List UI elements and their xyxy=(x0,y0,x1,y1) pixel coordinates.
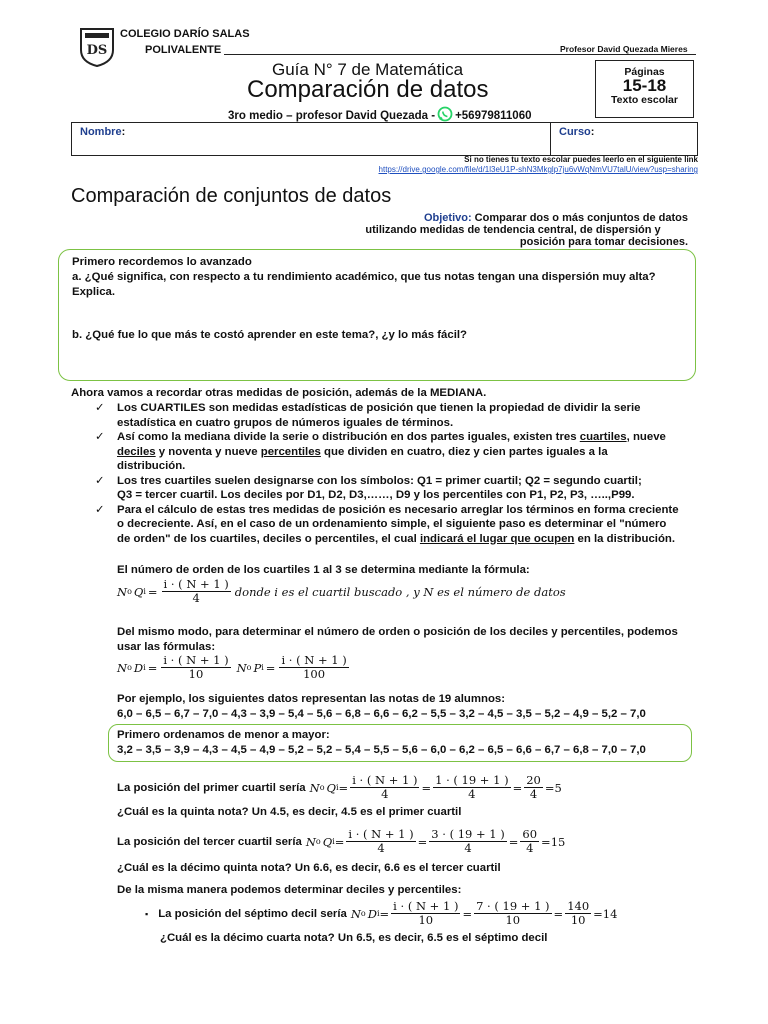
guide-title: Guía N° 7 de Matemática xyxy=(272,60,464,79)
section-title: Comparación de conjuntos de datos xyxy=(71,185,392,207)
question-b: b. ¿Qué fue lo que más te costó aprender en este tema?, ¿y lo más fácil? xyxy=(72,329,467,341)
sorted-box xyxy=(108,724,692,762)
pages-box xyxy=(595,60,694,118)
example-data: 6,0 – 6,5 – 6,7 – 7,0 – 4,3 – 3,9 – 5,4 – 5,6 – 6,8 – 6,6 – 6,2 – 5,5 – 3,2 – 4,5 – 3,5 – 5,2 – 4,9 – 5,2 – 7,0 xyxy=(117,708,646,720)
formula-dp-intro: Del mismo modo, para determinar el número de orden o posición de los deciles y percentiles, podemos usar las fórmulas: xyxy=(117,626,678,653)
formula-description: donde i es el cuartil buscado , y N es el número de datos xyxy=(234,584,566,599)
list-item: ✓ Así como la mediana divide la serie o distribución en dos partes iguales, existen tres cuartiles, nueve deciles y noventa y nueve percentiles que dividen en cuatro, diez y cien partes iguales a la distribución. xyxy=(95,431,666,472)
school-name: COLEGIO DARÍO SALAS xyxy=(120,28,250,40)
q1-formula: N o Q i = $\frac{i \cdot ( N + 1 )}{4}$ = $\frac{1 \cdot ( 19 + 1 )}{4}$ = $\frac{20}{4}$ = 5 xyxy=(309,773,562,801)
student-form xyxy=(71,122,698,156)
pages-value: 15-18 xyxy=(622,76,667,95)
review-title: Primero recordemos lo avanzado xyxy=(72,256,252,268)
square-bullet-icon: ▪ xyxy=(145,908,149,919)
school-sub: POLIVALENTE xyxy=(145,44,222,56)
check-icon: ✓ xyxy=(95,431,105,443)
name-field[interactable]: Nombre: xyxy=(72,123,551,155)
intro-text: Ahora vamos a recordar otras medidas de posición, además de la MEDIANA. xyxy=(71,387,487,399)
objective-label: Objetivo: xyxy=(423,212,472,224)
sorted-data: 3,2 – 3,5 – 3,9 – 4,3 – 4,5 – 4,9 – 5,2 – 5,2 – 5,4 – 5,5 – 5,6 – 6,0 – 6,2 – 6,5 – 6,6 – 6,7 – 6,8 – 7,0 – 7,0 xyxy=(117,744,646,756)
school-logo xyxy=(78,26,116,68)
drive-link[interactable]: https://drive.google.com/file/d/1l3eU1P-shN3Mkglp7ju6vWqNmVU7talU/view?usp=sharing xyxy=(378,165,698,174)
pages-label: Páginas xyxy=(624,66,665,78)
name-label: Nombre xyxy=(80,126,122,138)
review-box xyxy=(58,249,696,381)
course-label: Curso xyxy=(559,126,591,138)
q3-answer: ¿Cuál es la décimo quinta nota? Un 6.6, es decir, 6.6 es el tercer cuartil xyxy=(117,862,501,874)
d7-label: La posición del séptimo decil sería xyxy=(158,907,347,920)
q1-row xyxy=(117,774,562,801)
formula-decile-percentile: N o D i = $\frac{i \cdot ( N + 1 )}{10}$ N o P i = $\frac{i \cdot ( N + 1 )}{100}$ xyxy=(117,653,347,681)
check-icon: ✓ xyxy=(95,402,105,414)
formula-quartile: N o Q i = $\frac{i \cdot ( N + 1 )}{4}$ donde i es el cuartil buscado , y N es el número de datos xyxy=(117,577,566,605)
main-title: Comparación de datos xyxy=(247,76,489,103)
link-note: Si no tienes tu texto escolar puedes leerlo en el siguiente link xyxy=(464,155,698,164)
q3-formula: N o Q i = $\frac{i \cdot ( N + 1 )}{4}$ = $\frac{3 \cdot ( 19 + 1 )}{4}$ = $\frac{60}{4}$ = 15 xyxy=(305,827,566,855)
list-item: ✓ Los tres cuartiles suelen designarse con los símbolos: Q1 = primer cuartil; Q2 = segundo cuartil; Q3 = tercer cuartil. Los deciles por D1, D2, D3,……, D9 y los percentiles con P1, P2, P3, …..,P99. xyxy=(95,474,642,501)
formula-q-intro: El número de orden de los cuartiles 1 al 3 se determina mediante la fórmula: xyxy=(117,564,530,576)
d7-formula: N o D i = $\frac{i \cdot ( N + 1 )}{10}$ = $\frac{7 \cdot ( 19 + 1 )}{10}$ = $\frac{140}{10}$ = 14 xyxy=(350,899,618,927)
question-a: a. ¿Qué significa, con respecto a tu rendimiento académico, que tus notas tengan una dispersión muy alta? Explica. xyxy=(72,271,656,298)
pages-sub: Texto escolar xyxy=(611,94,678,106)
list-item: ✓ Los CUARTILES son medidas estadísticas de posición que tienen la propiedad de dividir la serie estadística en cuatro grupos de números iguales de términos. xyxy=(95,402,641,429)
q1-answer: ¿Cuál es la quinta nota? Un 4.5, es decir, 4.5 es el primer cuartil xyxy=(117,806,462,818)
svg-text:DS: DS xyxy=(86,43,108,58)
check-icon: ✓ xyxy=(95,474,105,487)
bullet-list xyxy=(71,401,711,546)
phone-number: +56979811060 xyxy=(455,109,532,122)
subtitle-text: 3ro medio – profesor David Quezada - xyxy=(228,109,436,122)
q1-label: La posición del primer cuartil sería xyxy=(117,781,306,794)
sorted-title: Primero ordenamos de menor a mayor: xyxy=(117,729,330,741)
d7-row xyxy=(145,900,617,927)
professor-name: Profesor David Quezada Mieres xyxy=(560,44,688,54)
objective: Objetivo: Comparar dos o más conjuntos de datos utilizando medidas de tendencia central, de dispersión y posición para tomar decisiones. xyxy=(365,212,688,248)
check-icon: ✓ xyxy=(95,503,105,516)
d7-intro: De la misma manera podemos determinar deciles y percentiles: xyxy=(117,884,462,896)
course-field[interactable]: Curso: xyxy=(559,126,595,138)
q3-label: La posición del tercer cuartil sería xyxy=(117,835,302,848)
list-item: ✓ Para el cálculo de estas tres medidas de posición es necesario arreglar los términos en forma creciente o decreciente. Así, en el caso de un ordenamiento simple, el siguiente paso es determinar el "número de orden" de los cuartiles, deciles o percentiles, el cual indicará el lugar que ocupen en la distribución. xyxy=(95,503,679,545)
q3-row xyxy=(117,828,565,855)
example-intro: Por ejemplo, los siguientes datos representan las notas de 19 alumnos: xyxy=(117,693,506,705)
header-rule xyxy=(224,54,696,55)
d7-answer: ¿Cuál es la décimo cuarta nota? Un 6.5, es decir, 6.5 es el séptimo decil xyxy=(160,932,548,944)
